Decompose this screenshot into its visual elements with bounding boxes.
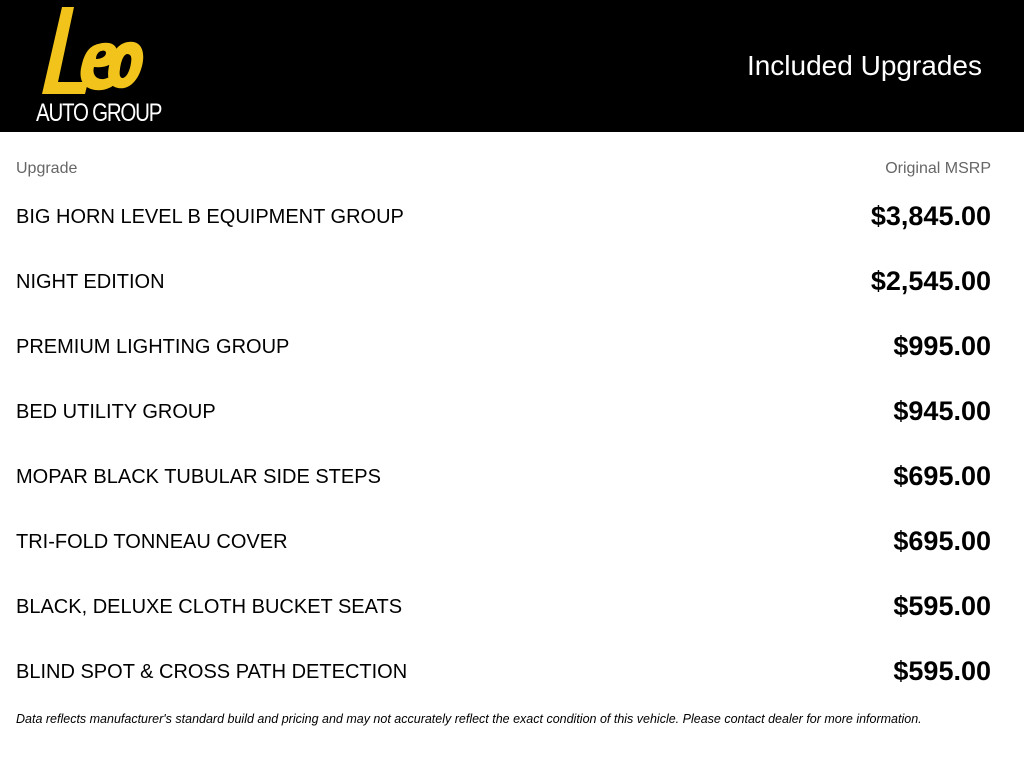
upgrade-price: $595.00 [893, 656, 991, 686]
upgrade-price: $695.00 [893, 461, 991, 491]
upgrade-name: BLIND SPOT & CROSS PATH DETECTION [16, 661, 408, 683]
table-row [16, 455, 991, 520]
upgrade-name: TRI-FOLD TONNEAU COVER [16, 531, 288, 553]
table-row [16, 650, 991, 715]
leo-auto-group-logo [36, 4, 162, 128]
table-row [16, 195, 991, 260]
logo-subtitle: AUTO GROUP [36, 99, 162, 127]
upgrade-name: PREMIUM LIGHTING GROUP [16, 336, 290, 358]
table-row [16, 390, 991, 455]
table-row [16, 520, 991, 585]
table-row [16, 585, 991, 650]
table-header [16, 160, 991, 180]
upgrade-name: BIG HORN LEVEL B EQUIPMENT GROUP [16, 206, 404, 228]
disclaimer-text: Data reflects manufacturer's standard build and pricing and may not accurately reflect the exact condition of this vehicle. Please contact dealer for more information. [16, 712, 922, 726]
upgrade-price: $3,845.00 [870, 201, 991, 231]
column-header-upgrade: Upgrade [16, 160, 78, 177]
page-title: Included Upgrades [746, 50, 982, 81]
upgrade-name: NIGHT EDITION [16, 271, 165, 293]
page-header [0, 0, 1024, 132]
upgrade-price: $595.00 [893, 591, 991, 621]
upgrade-name: BLACK, DELUXE CLOTH BUCKET SEATS [16, 596, 403, 618]
leo-wordmark-logo [36, 4, 146, 96]
column-header-msrp: Original MSRP [885, 160, 991, 177]
upgrade-price: $945.00 [893, 396, 991, 426]
upgrade-name: MOPAR BLACK TUBULAR SIDE STEPS [16, 466, 381, 488]
upgrade-price: $995.00 [893, 331, 991, 361]
table-row [16, 325, 991, 390]
upgrade-price: $695.00 [893, 526, 991, 556]
upgrade-price: $2,545.00 [870, 266, 991, 296]
table-row [16, 260, 991, 325]
upgrades-list [16, 195, 991, 715]
upgrade-name: BED UTILITY GROUP [16, 401, 216, 423]
